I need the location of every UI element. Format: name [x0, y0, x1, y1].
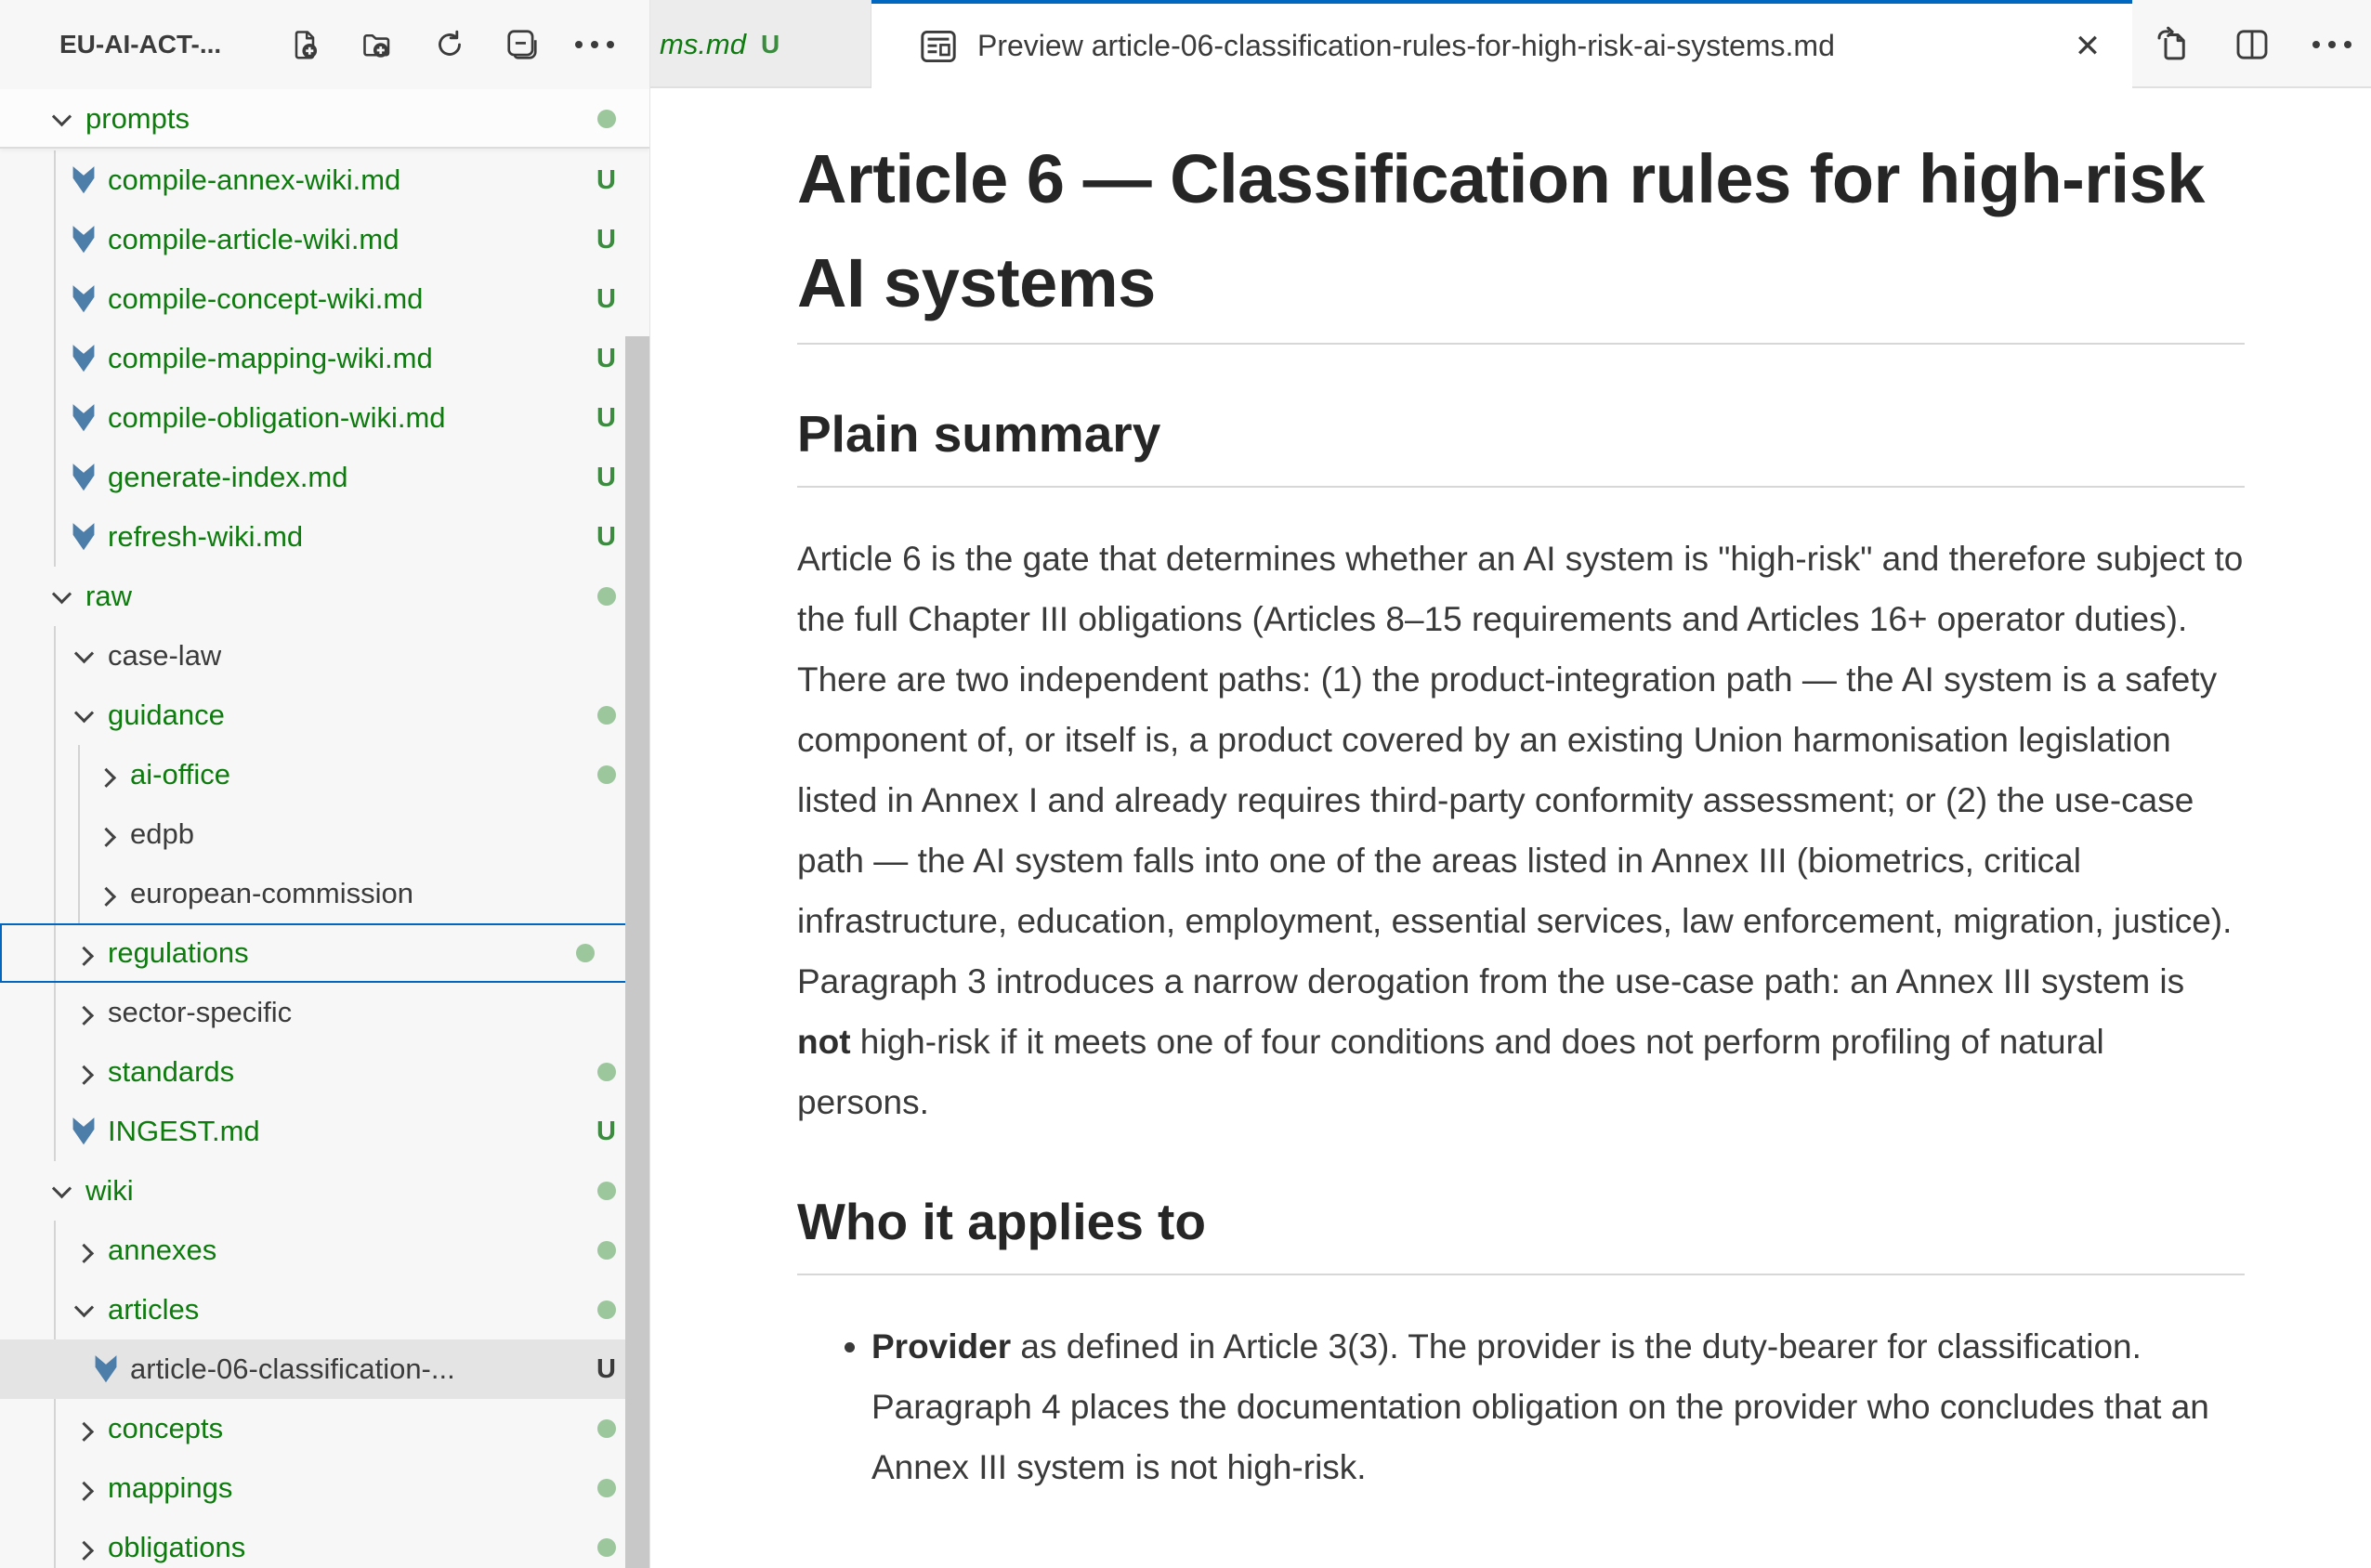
git-badge-dot [597, 1241, 616, 1260]
git-badge-dot [597, 1538, 616, 1557]
tree-item-refresh-wiki-md[interactable] [0, 507, 649, 567]
tab-source-file[interactable] [650, 0, 871, 88]
tree-item-edpb[interactable] [0, 804, 649, 864]
markdown-file-icon [87, 1354, 124, 1384]
chevron-down-icon[interactable] [65, 709, 102, 723]
tree-item-label: regulations [108, 936, 249, 969]
split-editor-icon[interactable] [2232, 24, 2273, 65]
git-badge-dot [597, 587, 616, 606]
sticky-folder-row [0, 89, 649, 149]
tab-source-label: ms.md [660, 27, 746, 60]
tree-item-label: mappings [108, 1471, 233, 1504]
who-it-applies-heading: Who it applies to [797, 1192, 2245, 1275]
chevron-down-icon[interactable] [43, 112, 80, 126]
tree-item-article-06-classification[interactable] [0, 1339, 649, 1399]
chevron-right-icon[interactable] [87, 887, 124, 901]
tree-item-regulations[interactable] [0, 923, 628, 983]
tree-item-ai-office[interactable] [0, 745, 649, 804]
tab-preview-active[interactable] [871, 0, 2132, 88]
close-tab-icon[interactable]: ✕ [2074, 28, 2102, 64]
git-badge-dot [597, 1419, 616, 1438]
chevron-right-icon[interactable] [87, 828, 124, 842]
tree-item-label: generate-index.md [108, 461, 348, 493]
sidebar-scrollbar[interactable] [625, 336, 649, 1568]
tree-item-label: annexes [108, 1234, 217, 1266]
git-badge-dot [597, 765, 616, 784]
markdown-preview-icon [920, 30, 957, 63]
tree-item-label: refresh-wiki.md [108, 520, 304, 553]
git-badge-untracked: U [596, 164, 616, 195]
git-badge-untracked: U [761, 29, 780, 59]
editor-actions [2132, 0, 2371, 88]
git-badge-untracked: U [596, 402, 616, 433]
git-badge-untracked: U [596, 283, 616, 314]
chevron-down-icon[interactable] [65, 1303, 102, 1317]
tree-item-label: compile-concept-wiki.md [108, 282, 424, 315]
tree-item-compile-annex-wiki-md[interactable] [0, 150, 649, 210]
tree-item-label: compile-article-wiki.md [108, 223, 400, 255]
tree-item-raw[interactable] [0, 567, 649, 626]
git-badge-untracked: U [596, 1353, 616, 1384]
tree-item-ingest-md[interactable] [0, 1102, 649, 1161]
git-badge-dot [597, 1300, 616, 1319]
tree-item-guidance[interactable] [0, 686, 649, 745]
explorer-more-icon[interactable] [577, 27, 612, 62]
git-badge-dot [597, 1479, 616, 1497]
git-badge-dot [597, 110, 616, 128]
markdown-file-icon [65, 284, 102, 314]
tree-item-compile-article-wiki-md[interactable] [0, 210, 649, 269]
tree-item-compile-concept-wiki-md[interactable] [0, 269, 649, 329]
markdown-file-icon [65, 1117, 102, 1146]
markdown-file-icon [65, 344, 102, 373]
git-badge-dot [576, 944, 595, 962]
collapse-folders-icon[interactable] [504, 27, 540, 62]
chevron-down-icon[interactable] [65, 649, 102, 663]
tree-item-label: european-commission [130, 877, 413, 909]
explorer-header [0, 0, 649, 89]
tree-item-label: concepts [108, 1412, 224, 1444]
chevron-right-icon[interactable] [65, 1482, 102, 1496]
refresh-icon[interactable] [432, 27, 467, 62]
editor-more-icon[interactable] [2312, 24, 2352, 65]
markdown-file-icon [65, 165, 102, 195]
tree-item-concepts[interactable] [0, 1399, 649, 1458]
tree-item-label: standards [108, 1055, 235, 1088]
chevron-right-icon[interactable] [65, 1541, 102, 1555]
tree-item-label: compile-annex-wiki.md [108, 163, 401, 196]
tree-item-obligations[interactable] [0, 1518, 649, 1568]
title-divider [797, 343, 2245, 345]
explorer-actions [287, 27, 612, 62]
markdown-file-icon [65, 522, 102, 552]
tree-item-compile-obligation-wiki-md[interactable] [0, 388, 649, 448]
git-badge-untracked: U [596, 462, 616, 492]
git-badge-dot [597, 1063, 616, 1081]
markdown-file-icon [65, 463, 102, 492]
chevron-down-icon[interactable] [43, 590, 80, 604]
chevron-right-icon[interactable] [65, 1244, 102, 1258]
tree-item-label: ai-office [130, 758, 230, 791]
chevron-right-icon[interactable] [65, 1422, 102, 1436]
git-badge-dot [597, 1182, 616, 1200]
chevron-right-icon[interactable] [65, 1065, 102, 1079]
git-badge-untracked: U [596, 521, 616, 552]
workspace-title: EU-AI-ACT-... [59, 30, 222, 59]
article-title: Article 6 — Classification rules for high-risk AI systems [797, 140, 2205, 321]
chevron-right-icon[interactable] [65, 947, 102, 960]
explorer-sidebar [0, 0, 650, 1568]
tree-item-label: compile-mapping-wiki.md [108, 342, 433, 374]
git-badge-dot [597, 706, 616, 725]
who-it-applies-list [797, 1316, 2245, 1497]
git-badge-untracked: U [596, 343, 616, 373]
ellipsis-dots [2312, 41, 2351, 48]
tree-item-case-law[interactable] [0, 626, 649, 686]
chevron-down-icon[interactable] [43, 1184, 80, 1198]
tree-item-label: raw [85, 580, 132, 612]
who-list-item: • Provider as defined in Article 3(3). The provider is the duty-bearer for classification. Paragraph 4 places the documentation obligation on the provider who concludes that an Annex III system is not high-risk. [871, 1316, 2245, 1497]
tree-item-generate-index-md[interactable] [0, 448, 649, 507]
git-badge-untracked: U [596, 1116, 616, 1146]
plain-summary-heading: Plain summary [797, 404, 2245, 488]
tree-item-sector-specific[interactable] [0, 983, 649, 1042]
tree-item-label: compile-obligation-wiki.md [108, 401, 446, 434]
tree-item-label: guidance [108, 699, 225, 731]
file-tree [0, 150, 649, 1568]
markdown-file-icon [65, 225, 102, 255]
tree-item-standards[interactable] [0, 1042, 649, 1102]
tree-item-label: obligations [108, 1531, 246, 1563]
new-folder-icon[interactable] [360, 27, 395, 62]
tree-item-wiki[interactable] [0, 1161, 649, 1221]
tree-item-mappings[interactable] [0, 1458, 649, 1518]
tree-item-european-commission[interactable] [0, 864, 649, 923]
tree-item-articles[interactable] [0, 1280, 649, 1339]
tree-item-annexes[interactable] [0, 1221, 649, 1280]
tree-item-label: prompts [85, 102, 190, 135]
markdown-preview-pane[interactable] [650, 88, 2371, 1568]
markdown-file-icon [65, 403, 102, 433]
new-file-icon[interactable] [287, 27, 322, 62]
tree-item-label: sector-specific [108, 996, 293, 1028]
open-source-icon[interactable] [2152, 24, 2193, 65]
tab-bar [650, 0, 2371, 88]
tab-preview-label: Preview article-06-classification-rules-for-high-risk-ai-systems.md [977, 29, 1835, 62]
git-badge-untracked: U [596, 224, 616, 255]
plain-summary-paragraph: Article 6 is the gate that determines whether an AI system is "high-risk" and therefore subject to the full Chapter III obligations (Articles 8–15 requirements and Articles 16+ operator duties). There are two independent paths: (1) the product-integration path — the AI system is a safety component of, or itself is, a product covered by an existing Union harmonisation legislation listed in Annex I and already requires third-party conformity assessment; or (2) the use-case path — the AI system falls into one of the areas listed in Annex III (biometrics, critical infrastructure, education, employment, essential services, law enforcement, migration, justice). Paragraph 3 introduces a narrow derogation from the use-case path: an Annex III system is not high-risk if it meets one of four conditions and does not perform profiling of natural persons. [797, 540, 2244, 1121]
chevron-right-icon[interactable] [87, 768, 124, 782]
bold-not: not [797, 1023, 851, 1061]
tree-item-label: case-law [108, 639, 222, 672]
editor-area [650, 0, 2371, 1568]
tree-item-label: INGEST.md [108, 1115, 260, 1147]
bold-provider: Provider [871, 1327, 1012, 1365]
chevron-right-icon[interactable] [65, 1006, 102, 1020]
tree-item-compile-mapping-wiki-md[interactable] [0, 329, 649, 388]
tree-item-label: articles [108, 1293, 200, 1326]
tree-item-prompts[interactable] [0, 89, 649, 149]
tree-item-label: edpb [130, 817, 194, 850]
tree-item-label: article-06-classification-... [130, 1352, 455, 1385]
ellipsis-dots [575, 41, 614, 48]
tree-item-label: wiki [85, 1174, 134, 1207]
